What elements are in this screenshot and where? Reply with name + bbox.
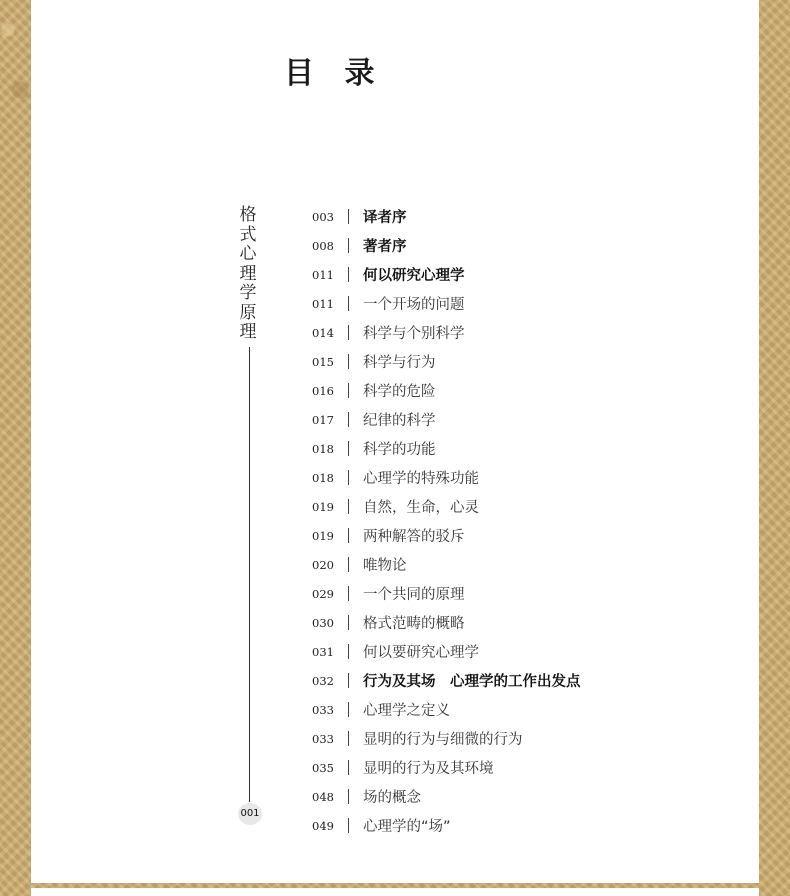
toc-entry-title: 一个共同的原理 (363, 587, 465, 603)
toc-page-number: 020 (312, 557, 334, 572)
toc-entry-title: 科学与行为 (363, 355, 436, 371)
toc-entry[interactable] (312, 521, 752, 550)
toc-page-number: 018 (312, 441, 334, 456)
page-title: 目 录 (284, 56, 385, 91)
toc-separator (348, 412, 349, 427)
toc-entry-title: 科学与个别科学 (363, 326, 465, 342)
toc-separator (348, 296, 349, 311)
toc-entry[interactable] (312, 608, 752, 637)
toc-page-number: 032 (312, 673, 334, 688)
toc-entry-title: 显明的行为及其环境 (363, 761, 494, 777)
toc-separator (348, 499, 349, 514)
page-number-badge: 001 (238, 803, 262, 825)
toc-separator (348, 267, 349, 282)
toc-separator (348, 731, 349, 746)
toc-separator (348, 441, 349, 456)
toc-entry-title: 心理学的“场” (363, 819, 451, 835)
toc-entry[interactable] (312, 782, 752, 811)
book-title-vertical: 格式心理学原理 (239, 205, 257, 342)
toc-entry[interactable] (312, 376, 752, 405)
toc-entry-title: 心理学之定义 (363, 703, 450, 719)
toc-entry-title: 显明的行为与细微的行为 (363, 732, 523, 748)
toc-page-number: 011 (312, 296, 334, 311)
toc-entry[interactable] (312, 666, 752, 695)
toc-entry-title: 何以研究心理学 (363, 268, 465, 284)
toc-entry-title: 两种解答的驳斥 (363, 529, 465, 545)
toc-entry[interactable] (312, 405, 752, 434)
toc-separator (348, 470, 349, 485)
toc-entry[interactable] (312, 724, 752, 753)
toc-separator (348, 528, 349, 543)
toc-entry[interactable] (312, 434, 752, 463)
toc-page-number: 031 (312, 644, 334, 659)
toc-separator (348, 673, 349, 688)
toc-entry-title: 著者序 (363, 239, 407, 255)
toc-entry-title: 何以要研究心理学 (363, 645, 479, 661)
toc-page-number: 030 (312, 615, 334, 630)
toc-page-number: 011 (312, 267, 334, 282)
toc-entry[interactable] (312, 318, 752, 347)
toc-entry-title: 格式范畴的概略 (363, 616, 465, 632)
toc-entry-title: 行为及其场 心理学的工作出发点 (363, 674, 581, 690)
toc-entry-title: 自然，生命，心灵 (363, 500, 479, 516)
toc-separator (348, 615, 349, 630)
toc-page-number: 033 (312, 731, 334, 746)
toc-entry-title: 科学的危险 (363, 384, 436, 400)
toc-page-number: 019 (312, 499, 334, 514)
toc-separator (348, 586, 349, 601)
toc-separator (348, 557, 349, 572)
toc-entry[interactable] (312, 753, 752, 782)
toc-entry[interactable] (312, 463, 752, 492)
toc-entry[interactable] (312, 695, 752, 724)
toc-page-number: 017 (312, 412, 334, 427)
toc-entry[interactable] (312, 811, 752, 840)
toc-entry-title: 场的概念 (363, 790, 421, 806)
toc-entry-title: 心理学的特殊功能 (363, 471, 479, 487)
vertical-rule (249, 347, 250, 802)
toc-entry[interactable] (312, 550, 752, 579)
toc-entry-title: 科学的功能 (363, 442, 436, 458)
toc-separator (348, 644, 349, 659)
toc-entry[interactable] (312, 202, 752, 231)
toc-page-number: 029 (312, 586, 334, 601)
toc-entry-title: 一个开场的问题 (363, 297, 465, 313)
toc-page-number: 016 (312, 383, 334, 398)
toc-entry[interactable] (312, 492, 752, 521)
toc-entry[interactable] (312, 260, 752, 289)
toc-entry[interactable] (312, 289, 752, 318)
toc-page-number: 003 (312, 209, 334, 224)
toc-page-number: 048 (312, 789, 334, 804)
toc-entry[interactable] (312, 637, 752, 666)
toc-page-number: 035 (312, 760, 334, 775)
toc-entry[interactable] (312, 231, 752, 260)
toc-separator (348, 325, 349, 340)
toc-entry[interactable] (312, 579, 752, 608)
toc-page-number: 033 (312, 702, 334, 717)
toc-page-number: 015 (312, 354, 334, 369)
book-page (31, 0, 759, 883)
toc-entry-title: 纪律的科学 (363, 413, 436, 429)
toc-entry[interactable] (312, 347, 752, 376)
toc-page-number: 049 (312, 818, 334, 833)
toc-separator (348, 760, 349, 775)
table-of-contents (312, 202, 752, 840)
toc-page-number: 019 (312, 528, 334, 543)
toc-separator (348, 383, 349, 398)
toc-separator (348, 702, 349, 717)
toc-separator (348, 354, 349, 369)
toc-page-number: 018 (312, 470, 334, 485)
toc-separator (348, 789, 349, 804)
toc-entry-title: 唯物论 (363, 558, 407, 574)
toc-entry-title: 译者序 (363, 210, 407, 226)
toc-separator (348, 818, 349, 833)
next-page-edge (31, 888, 759, 896)
toc-separator (348, 238, 349, 253)
toc-separator (348, 209, 349, 224)
toc-page-number: 014 (312, 325, 334, 340)
toc-page-number: 008 (312, 238, 334, 253)
